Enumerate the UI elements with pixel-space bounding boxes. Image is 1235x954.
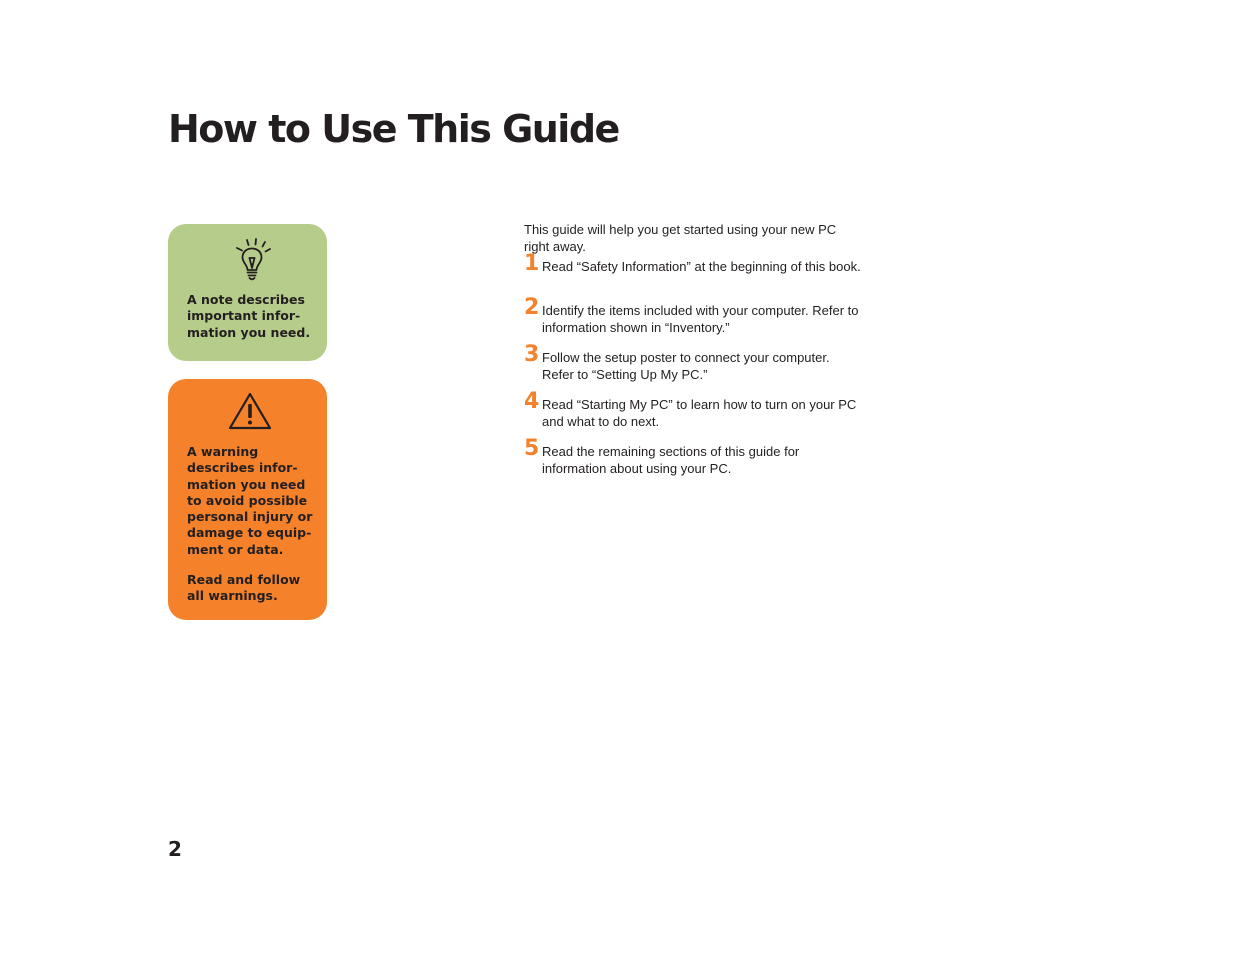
step-text: Identify the items included with your computer. Refer to information shown in “Inventory.” (542, 303, 859, 335)
step-text: Read the remaining sections of this guide for information about using your PC. (542, 444, 800, 476)
page-number: 2 (168, 837, 182, 861)
warning-text: A warning describes information you need to avoid possible personal injury or damage to equipment or data. (187, 444, 313, 557)
lightbulb-icon (225, 236, 275, 286)
step-number: 4 (524, 389, 540, 414)
step-text: Read “Safety Information” at the beginning of this book. (542, 259, 861, 274)
intro-text: This guide will help you get started using your new PC right away. (524, 222, 837, 254)
step-item (524, 251, 864, 289)
warning-triangle-icon (227, 391, 273, 431)
step-item (524, 389, 864, 430)
step-item (524, 436, 864, 477)
note-text: A note describes important information you need. (187, 292, 311, 340)
step-item (524, 342, 864, 383)
warning-callout (168, 379, 327, 620)
step-text: Read “Starting My PC” to learn how to turn on your PC and what to do next. (542, 397, 857, 429)
step-number: 5 (524, 436, 540, 461)
step-item (524, 295, 864, 336)
page-title: How to Use This Guide (168, 107, 619, 151)
step-number: 1 (524, 251, 540, 276)
note-callout (168, 224, 327, 361)
steps-list (524, 251, 864, 477)
step-number: 2 (524, 295, 540, 320)
main-content (524, 222, 864, 491)
step-text: Follow the setup poster to connect your computer. Refer to “Setting Up My PC.” (542, 350, 830, 382)
warning-follow-text: Read and follow all warnings. (187, 572, 301, 604)
step-number: 3 (524, 342, 540, 367)
